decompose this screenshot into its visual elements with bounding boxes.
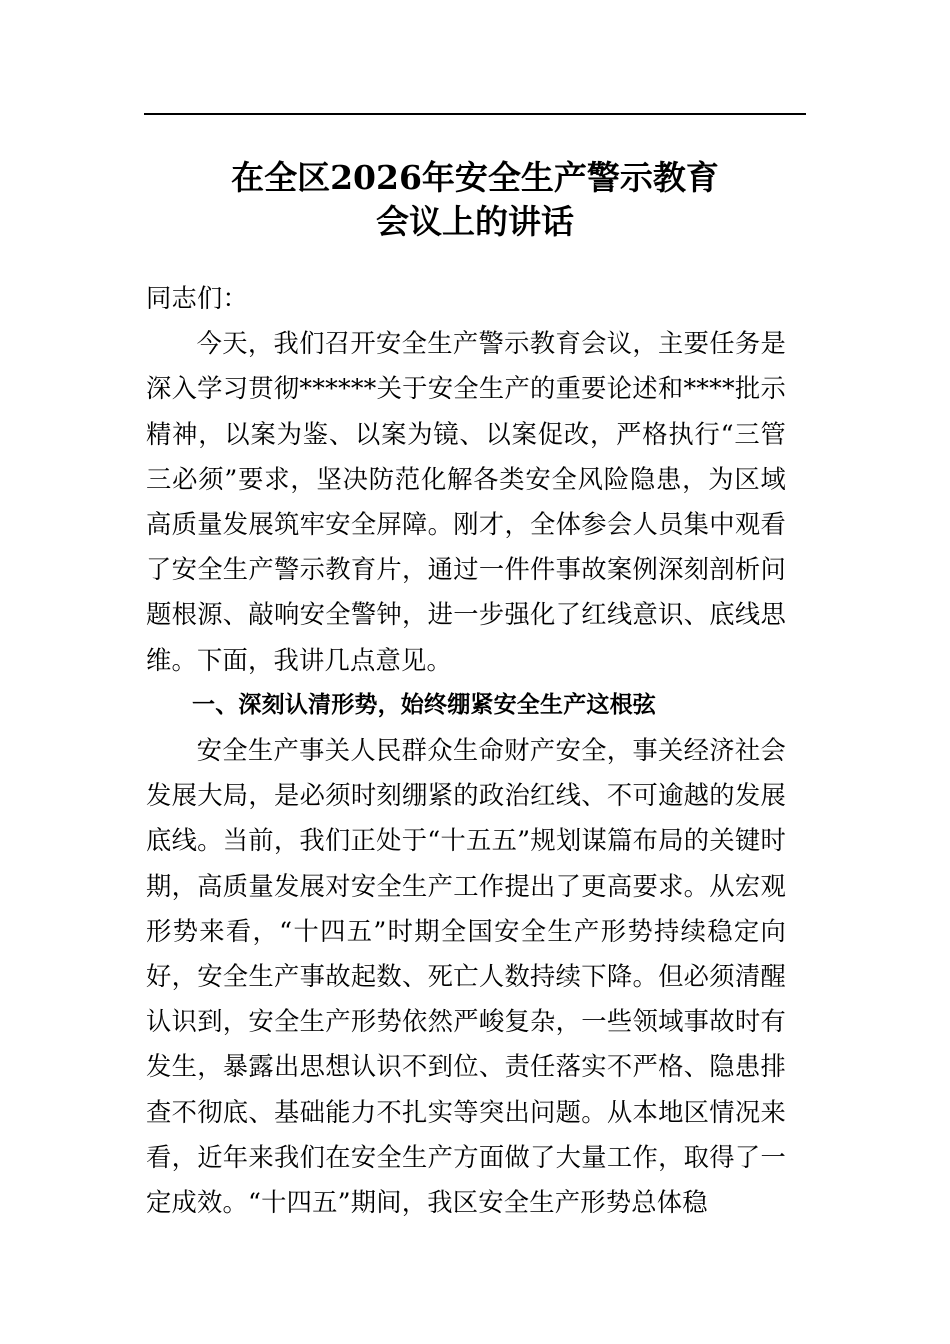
paragraph-situation: 安全生产事关人民群众生命财产安全，事关经济社会发展大局，是必须时刻绷紧的政治红线、不可逾越的发展底线。当前，我们正处于“十五五”规划谋篇布局的关键时期，高质量发展对安全生产工作提出了更高要求。从宏观形势来看，“十四五”时期全国安全生产形势持续稳定向好，安全生产事故起数、死亡人数持续下降。但必须清醒认识到，安全生产形势依然严峻复杂，一些领域事故时有发生，暴露出思想认识不到位、责任落实不严格、隐患排查不彻底、基础能力不扎实等突出问题。从本地区情况来看，近年来我们在安全生产方面做了大量工作，取得了一定成效。“十四五”期间，我区安全生产形势总体稳 [146,736,786,1218]
document-title-line-2: 会议上的讲话 [376,202,574,241]
document-body [146,276,786,1225]
header-rule [144,113,806,115]
document-title-line-1: 在全区2026年安全生产警示教育 [231,158,719,197]
section-heading-1: 一、深刻认清形势，始终绷紧安全生产这根弦 [192,691,656,718]
salutation: 同志们： [146,284,248,313]
paragraph-intro: 今天，我们召开安全生产警示教育会议，主要任务是深入学习贯彻******关于安全生产的重要论述和****批示精神，以案为鉴、以案为镜、以案促改，严格执行“三管三必须”要求，坚决防范化解各类安全风险隐患，为区域高质量发展筑牢安全屏障。刚才，全体参会人员集中观看了安全生产警示教育片，通过一件件事故案例深刻剖析问题根源、敲响安全警钟，进一步强化了红线意识、底线思维。下面，我讲几点意见。 [146,329,786,675]
